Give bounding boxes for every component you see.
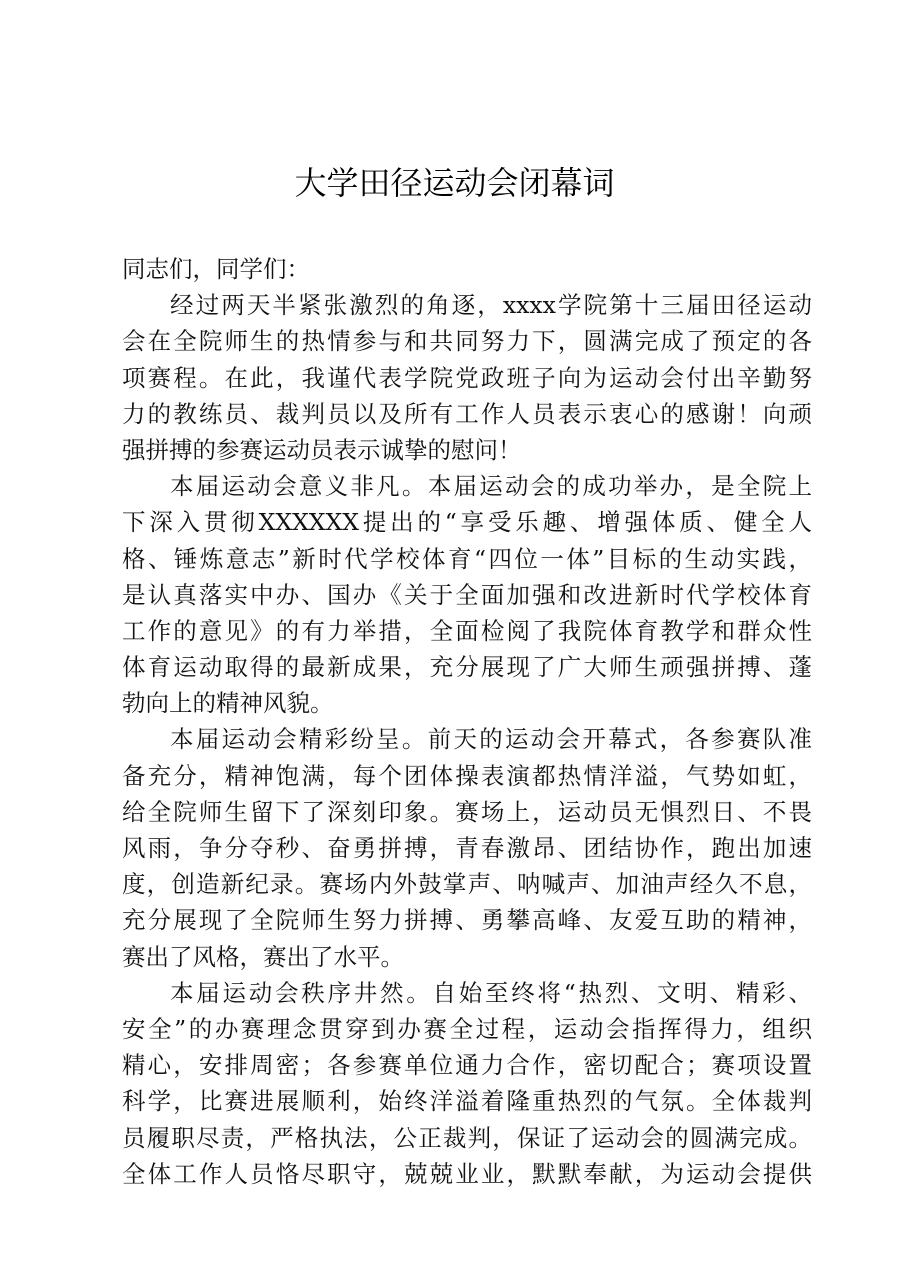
text-line: 科学，比赛进展顺利，始终洋溢着隆重热烈的气氛。全体裁判 xyxy=(122,1087,812,1116)
text-line: 充分展现了全院师生努力拼搏、勇攀高峰、友爱互助的精神， xyxy=(122,906,812,935)
text-line: 风雨，争分夺秒、奋勇拼搏，青春激昂、团结协作，跑出加速 xyxy=(122,834,812,862)
text-line: 经过两天半紧张激烈的角逐，xxxx学院第十三届田径运动 xyxy=(170,291,812,320)
text-line: 本届运动会意义非凡。本届运动会的成功举办，是全院上 xyxy=(170,472,812,501)
text-line: 全体工作人员恪尽职守，兢兢业业，默默奉献，为运动会提供 xyxy=(122,1159,812,1188)
document-body xyxy=(122,251,812,1192)
document-title: 大学田径运动会闭幕词 xyxy=(294,164,615,202)
text-line: 项赛程。在此，我谨代表学院党政班子向为运动会付出辛勤努 xyxy=(122,363,812,392)
text-line: 力的教练员、裁判员以及所有工作人员表示衷心的感谢！向顽 xyxy=(122,399,812,428)
text-line: 是认真落实中办、国办《关于全面加强和改进新时代学校体育 xyxy=(122,580,812,609)
text-line: 精心，安排周密；各参赛单位通力合作，密切配合；赛项设置 xyxy=(122,1051,812,1080)
text-line: 强拼搏的参赛运动员表示诚挚的慰问！ xyxy=(122,435,522,464)
text-line: 会在全院师生的热情参与和共同努力下，圆满完成了预定的各 xyxy=(122,327,812,356)
text-line: 体育运动取得的最新成果，充分展现了广大师生顽强拼搏、蓬 xyxy=(122,653,812,682)
text-line: 同志们，同学们： xyxy=(122,255,310,283)
text-line: 赛出了风格，赛出了水平。 xyxy=(122,942,404,971)
text-line: 工作的意见》的有力举措，全面检阅了我院体育教学和群众性 xyxy=(122,616,812,645)
text-line: 本届运动会精彩纷呈。前天的运动会开幕式，各参赛队准 xyxy=(170,725,812,754)
text-line: 本届运动会秩序井然。自始至终将“热烈、文明、精彩、 xyxy=(170,978,812,1007)
text-line: 员履职尽责，严格执法，公正裁判，保证了运动会的圆满完成。 xyxy=(122,1123,812,1152)
text-line: 下深入贯彻XXXXXX提出的“享受乐趣、增强体质、健全人 xyxy=(122,508,812,537)
text-line: 格、锤炼意志”新时代学校体育“四位一体”目标的生动实践， xyxy=(122,544,812,573)
text-line: 备充分，精神饱满，每个团体操表演都热情洋溢，气势如虹， xyxy=(122,761,812,790)
text-line: 度，创造新纪录。赛场内外鼓掌声、呐喊声、加油声经久不息， xyxy=(122,870,812,899)
text-line: 勃向上的精神风貌。 xyxy=(122,689,334,718)
text-line: 安全”的办赛理念贯穿到办赛全过程，运动会指挥得力，组织 xyxy=(122,1014,812,1043)
text-line: 给全院师生留下了深刻印象。赛场上，运动员无惧烈日、不畏 xyxy=(122,797,812,826)
